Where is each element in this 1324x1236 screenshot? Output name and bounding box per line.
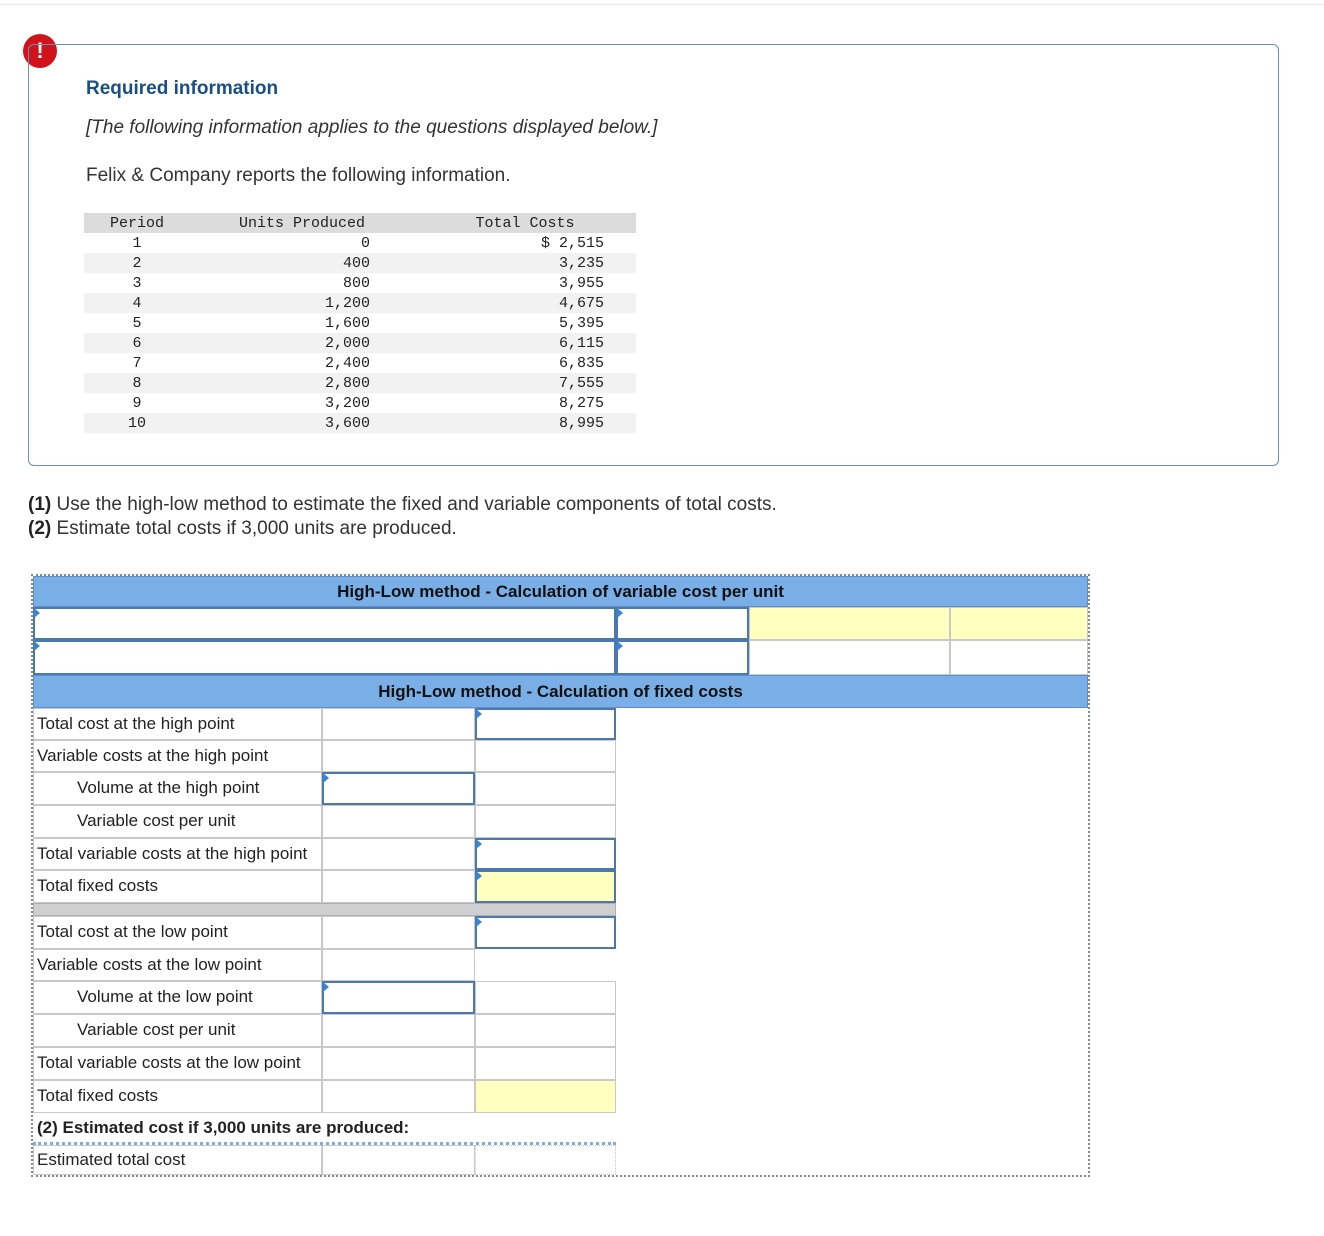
variable-row2-cost-cell <box>749 640 950 675</box>
low-total-variable-label: Total variable costs at the low point <box>37 1053 301 1072</box>
table-row <box>84 253 636 273</box>
section-separator <box>33 903 616 916</box>
cost-cell: 8,995 <box>414 413 636 433</box>
variable-cost-header: High-Low method - Calculation of variable cost per unit <box>33 576 1088 607</box>
low-total-cost-label: Total cost at the low point <box>37 922 228 941</box>
cost-cell: 6,835 <box>558 354 604 372</box>
units-cell: 2,000 <box>190 333 414 353</box>
cost-data-table <box>84 213 636 433</box>
period-cell: 4 <box>84 293 190 313</box>
high-total-cost-label: Total cost at the high point <box>37 714 235 733</box>
high-total-variable-input[interactable] <box>475 838 616 870</box>
units-cell: 2,800 <box>190 373 414 393</box>
units-cell: 3,600 <box>190 413 414 433</box>
high-volume-label: Volume at the high point <box>77 778 260 797</box>
period-cell: 2 <box>84 253 190 273</box>
low-total-fixed-mid-cell <box>322 1080 475 1113</box>
column-header: Units Produced <box>190 213 414 233</box>
period-cell: 9 <box>132 394 142 412</box>
fixed-cost-header: High-Low method - Calculation of fixed costs <box>33 675 1088 708</box>
high-total-fixed-input[interactable] <box>475 870 616 903</box>
period-cell: 7 <box>132 354 142 372</box>
info-intro: Felix & Company reports the following information. <box>86 165 511 186</box>
table-row <box>84 353 636 373</box>
table-row <box>84 313 636 333</box>
variable-row2-units-input[interactable] <box>616 640 749 675</box>
table-row <box>84 333 636 353</box>
table-row <box>84 233 636 253</box>
units-cell: 800 <box>342 274 370 292</box>
high-total-cost-input[interactable] <box>475 708 616 740</box>
high-vc-per-unit-result-cell <box>475 805 616 838</box>
period-cell: 1 <box>132 234 142 252</box>
column-header: Total Costs <box>414 213 636 233</box>
high-total-cost-mid-cell <box>322 708 475 740</box>
alert-icon: ! <box>23 34 57 68</box>
required-information-title: Required information <box>86 78 279 99</box>
units-cell: 400 <box>190 253 414 273</box>
high-vc-per-unit-mid-cell <box>322 805 475 838</box>
low-total-variable-mid-cell <box>322 1047 475 1080</box>
estimated-total-cost-label: Estimated total cost <box>37 1150 186 1169</box>
variable-row2-label-input[interactable] <box>33 640 616 675</box>
estimated-total-cost-result-cell <box>475 1145 616 1175</box>
table-row <box>84 393 636 413</box>
period-cell: 8 <box>84 373 190 393</box>
column-header: Period <box>84 213 190 233</box>
estimated-cost-header: (2) Estimated cost if 3,000 units are produced: <box>33 1113 616 1145</box>
period-cell: 3 <box>132 274 142 292</box>
table-row <box>84 373 636 393</box>
cost-cell: 5,395 <box>558 314 604 332</box>
units-cell: 1,200 <box>190 293 414 313</box>
period-cell: 6 <box>84 333 190 353</box>
variable-row1-result-cell <box>950 607 1088 640</box>
cost-cell: 3,235 <box>414 253 636 273</box>
low-volume-input[interactable] <box>322 981 475 1014</box>
estimated-total-cost-mid-cell <box>322 1145 475 1175</box>
cost-cell: 3,955 <box>558 274 604 292</box>
low-vc-per-unit-result-cell <box>475 1014 616 1047</box>
low-total-fixed-label: Total fixed costs <box>37 1086 158 1105</box>
high-total-variable-label: Total variable costs at the high point <box>37 844 308 863</box>
question-2-number: (2) <box>28 518 52 539</box>
low-total-cost-input[interactable] <box>475 916 616 949</box>
table-row <box>84 293 636 313</box>
low-vc-per-unit-mid-cell <box>322 1014 475 1047</box>
table-row <box>84 413 636 433</box>
period-cell: 5 <box>132 314 142 332</box>
units-cell: 1,600 <box>324 314 370 332</box>
low-total-cost-mid-cell <box>322 916 475 949</box>
high-vc-per-unit-label: Variable cost per unit <box>77 811 236 830</box>
cost-cell: 8,275 <box>558 394 604 412</box>
low-volume-result-cell <box>475 981 616 1014</box>
high-volume-input[interactable] <box>322 772 475 805</box>
high-variable-costs-result-cell <box>475 740 616 772</box>
question-1-text: Use the high-low method to estimate the fixed and variable components of total costs. <box>56 494 777 515</box>
low-total-fixed-result-cell <box>475 1080 616 1113</box>
top-divider <box>0 4 1324 5</box>
cost-cell: 7,555 <box>414 373 636 393</box>
variable-row1-cost-cell <box>749 607 950 640</box>
high-variable-costs-label: Variable costs at the high point <box>37 746 269 765</box>
cost-cell: 6,115 <box>414 333 636 353</box>
variable-row1-units-input[interactable] <box>616 607 749 640</box>
cost-cell: 4,675 <box>414 293 636 313</box>
low-vc-per-unit-label: Variable cost per unit <box>77 1020 236 1039</box>
high-total-variable-mid-cell <box>322 838 475 870</box>
question-1 <box>28 494 777 516</box>
low-volume-label: Volume at the low point <box>77 987 253 1006</box>
low-variable-costs-mid-cell <box>322 949 475 981</box>
units-cell: 2,400 <box>324 354 370 372</box>
cost-cell: $ 2,515 <box>540 234 604 252</box>
question-2-text: Estimate total costs if 3,000 units are produced. <box>56 518 457 539</box>
high-total-fixed-label: Total fixed costs <box>37 876 158 895</box>
units-cell: 3,200 <box>324 394 370 412</box>
variable-row1-label-input[interactable] <box>33 607 616 640</box>
units-cell: 0 <box>360 234 370 252</box>
question-1-number: (1) <box>28 494 52 515</box>
low-variable-costs-label: Variable costs at the low point <box>37 955 262 974</box>
variable-row2-result-cell <box>950 640 1088 675</box>
high-volume-result-cell <box>475 772 616 805</box>
table-row <box>84 273 636 293</box>
question-2 <box>28 518 457 540</box>
high-total-fixed-mid-cell <box>322 870 475 903</box>
info-note: [The following information applies to the questions displayed below.] <box>86 117 658 138</box>
low-total-variable-result-cell <box>475 1047 616 1080</box>
period-cell: 10 <box>84 413 190 433</box>
high-variable-costs-mid-cell <box>322 740 475 772</box>
